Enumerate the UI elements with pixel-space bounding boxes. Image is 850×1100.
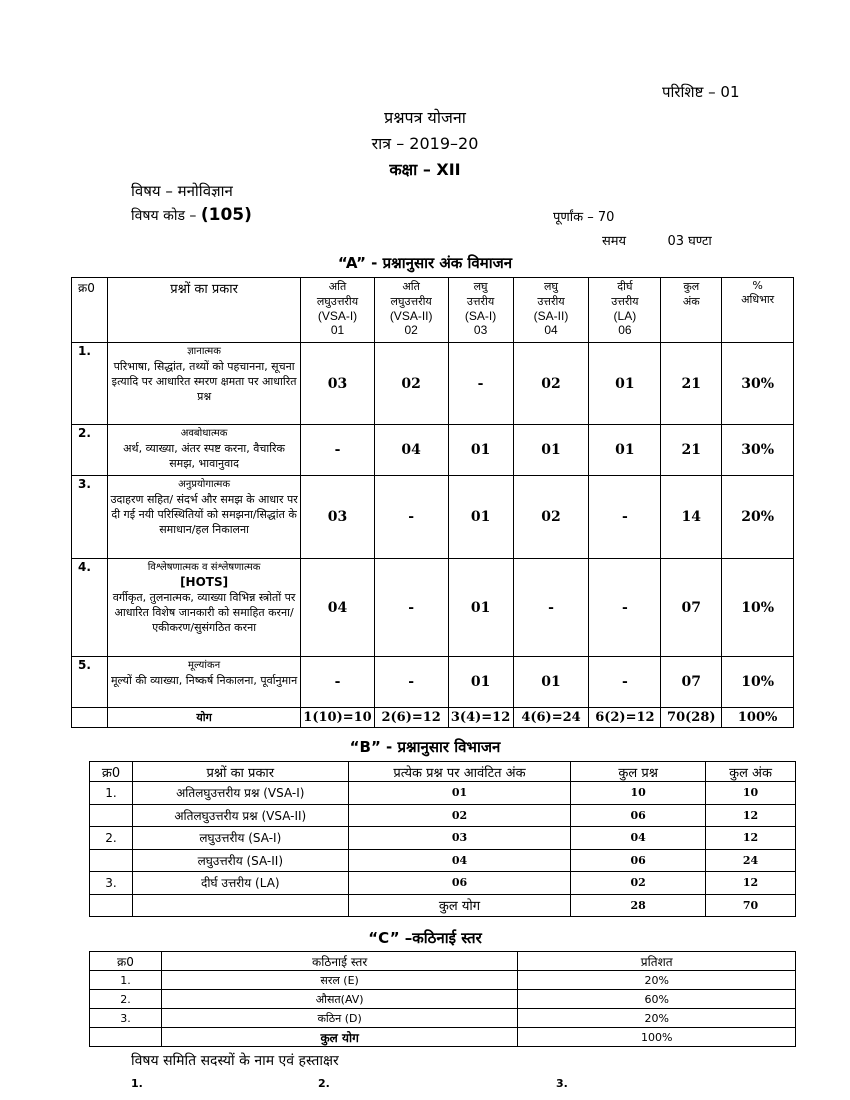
signature-slot-2: 2. <box>318 1077 330 1090</box>
class-value: XII <box>436 160 461 179</box>
signature-slot-1: 1. <box>131 1077 143 1090</box>
table-row: 3. कठिन (D) 20% <box>90 1009 796 1028</box>
row-description: मूल्यों की व्याख्या, निष्कर्ष निकालना, पूर्वानुमान <box>110 674 298 687</box>
marks-distribution-table <box>71 277 794 728</box>
table-a-total-row: योग 1(10)=10 2(6)=12 3(4)=12 4(6)=24 6(2)=12 70(28) 100% <box>72 708 794 728</box>
committee-signatures-label: विषय समिति सदस्यों के नाम एवं हस्ताक्षर <box>131 1053 339 1069</box>
table-row: 2. औसत(AV) 60% <box>90 990 796 1009</box>
section-c-title: “C” –कठिनाई स्तर <box>368 929 482 947</box>
table-a-header-la: दीर्घ उत्तरीय (LA) 06 <box>589 278 661 343</box>
table-c-total-row: कुल योग 100% <box>90 1028 796 1047</box>
time-label-text: समय <box>602 234 627 249</box>
row-subheading: [HOTS] <box>180 575 229 589</box>
subject-code <box>131 205 252 225</box>
row-heading: मूल्यांकन <box>188 660 221 671</box>
table-a-header-sn: क्र0 <box>72 278 108 343</box>
section-b-title: “B” - प्रश्नानुसार विभाजन <box>349 738 501 756</box>
table-a-header <box>72 278 794 343</box>
table-a-header-vsa2: अति लघुउत्तरीय (VSA-II) 02 <box>374 278 448 343</box>
time-label <box>602 231 712 249</box>
section-a-title: “A” - प्रश्नानुसार अंक विमाजन <box>337 254 513 272</box>
row-heading: अनुप्रयोगात्मक <box>178 479 231 490</box>
table-row: 5. मूल्यांकन मूल्यों की व्याख्या, निष्कर्ष निकालना, पूर्वानुमान - - 01 01 - 07 10% <box>72 657 794 708</box>
full-marks: पूर्णांक – 70 <box>553 210 615 225</box>
question-distribution-table <box>89 761 796 917</box>
subject-label: विषय – मनोविज्ञान <box>131 182 233 200</box>
table-b-total-row: कुल योग 28 70 <box>90 894 796 917</box>
table-a-header-sa2: लघु उत्तरीय (SA-II) 04 <box>513 278 589 343</box>
signature-slot-3: 3. <box>556 1077 568 1090</box>
table-row: 4. विश्लेषणात्मक व संश्लेषणात्मक [HOTS] वर्गीकृत, तुलनात्मक, व्याख्या विभिन्न स्त्रोतों पर आधारित विशेष जानकारी को समाहित करना/एकीकरण/सुसंगठित करना 04 - 01 - - 07 10% <box>72 559 794 657</box>
subject-code-value: (105) <box>200 205 252 225</box>
appendix-label: परिशिष्ट – 01 <box>662 83 740 101</box>
row-description: उदाहरण सहित/ संदर्भ और समझ के आधार पर दी गई नयी परिस्थितियों को समझना/सिद्धांत के समाधान/हल निकालना <box>110 493 298 536</box>
class-label-text: कक्षा – <box>389 160 437 179</box>
subject-code-label: विषय कोड – <box>131 208 201 224</box>
table-row: 1. सरल (E) 20% <box>90 971 796 990</box>
time-value: 03 घण्टा <box>667 234 712 249</box>
table-a-header-type: प्रश्नों का प्रकार <box>107 278 300 343</box>
table-row: 3. अनुप्रयोगात्मक उदाहरण सहित/ संदर्भ और समझ के आधार पर दी गई नयी परिस्थितियों को समझना/सिद्धांत के समाधान/हल निकालना 03 - 01 02 - 14 20% <box>72 476 794 559</box>
table-row: 3. दीर्घ उत्तरीय (LA) 06 02 12 <box>90 872 796 895</box>
row-description: परिभाषा, सिद्धांत, तथ्यों को पहचानना, सूचना इत्यादि पर आधारित स्मरण क्षमता पर आधारित प्रश्न <box>111 360 297 403</box>
table-a-header-total: कुल अंक <box>661 278 722 343</box>
table-a-header-vsa1: अति लघुउत्तरीय (VSA-I) 01 <box>301 278 374 343</box>
row-description: अर्थ, व्याख्या, अंतर स्पष्ट करना, वैचारिक समझ, भावानुवाद <box>123 442 285 470</box>
table-row: लघुउत्तरीय (SA-II) 04 06 24 <box>90 849 796 872</box>
table-row: 2. अवबोधात्मक अर्थ, व्याख्या, अंतर स्पष्ट करना, वैचारिक समझ, भावानुवाद - 04 01 01 01 21 30% <box>72 425 794 476</box>
table-row: 1. ज्ञानात्मक परिभाषा, सिद्धांत, तथ्यों को पहचानना, सूचना इत्यादि पर आधारित स्मरण क्षमता पर आधारित प्रश्न 03 02 - 02 01 21 30% <box>72 343 794 425</box>
session-label: रात्र – 2019–20 <box>371 134 479 153</box>
table-row: 1. अतिलघुउत्तरीय प्रश्न (VSA-I) 01 10 10 <box>90 782 796 805</box>
table-b-header: क्र0 प्रश्नों का प्रकार प्रत्येक प्रश्न पर आवंटित अंक कुल प्रश्न कुल अंक <box>90 762 796 782</box>
row-heading: अवबोधात्मक <box>180 428 228 439</box>
row-heading: विश्लेषणात्मक व संश्लेषणात्मक <box>147 562 261 573</box>
table-c-header: क्र0 कठिनाई स्तर प्रतिशत <box>90 952 796 971</box>
document-title: प्रश्नपत्र योजना <box>384 108 466 127</box>
difficulty-level-table <box>89 951 796 1047</box>
class-label <box>0 158 850 180</box>
table-row: 2. लघुउत्तरीय (SA-I) 03 04 12 <box>90 827 796 850</box>
row-heading: ज्ञानात्मक <box>187 346 221 357</box>
table-a-header-sa1: लघु उत्तरीय (SA-I) 03 <box>448 278 513 343</box>
table-a-header-weight: % अधिभार <box>722 278 794 343</box>
row-description: वर्गीकृत, तुलनात्मक, व्याख्या विभिन्न स्त्रोतों पर आधारित विशेष जानकारी को समाहित करना/एकीकरण/सुसंगठित करना <box>112 591 296 634</box>
table-row: अतिलघुउत्तरीय प्रश्न (VSA-II) 02 06 12 <box>90 804 796 827</box>
